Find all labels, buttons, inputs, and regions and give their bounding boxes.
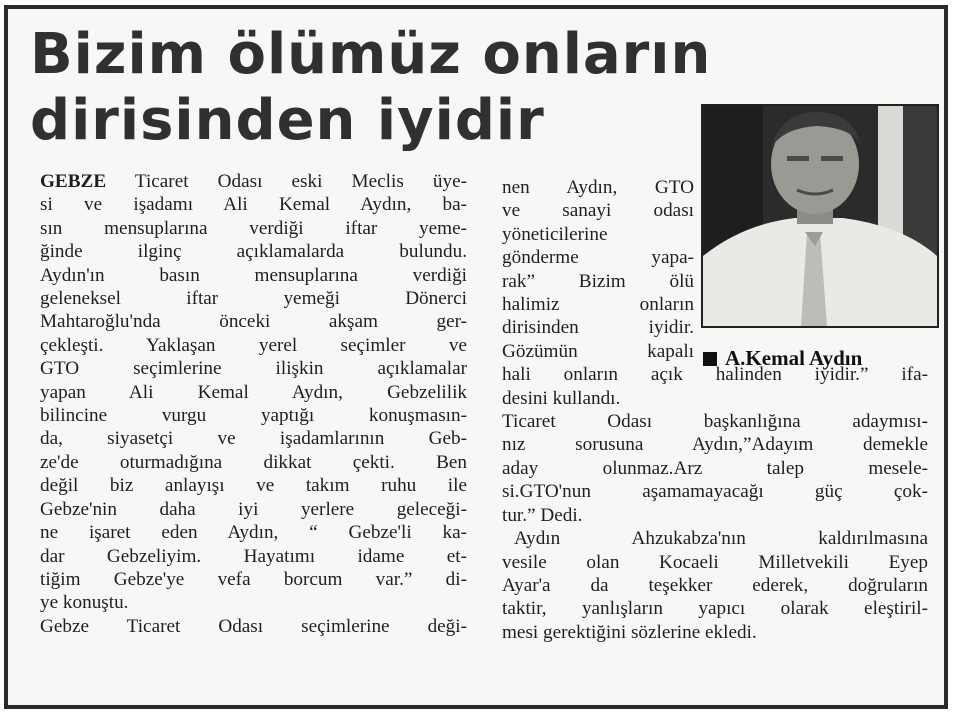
article-line: mesi gerektiğini sözlerine ekledi. <box>502 621 757 643</box>
article-line: Ayar'a da teşekker ederek, doğruların <box>502 574 928 596</box>
article-line: çekleşti. Yaklaşan yerel seçimler ve <box>40 334 467 356</box>
article-line: sın mensuplarına verdiği iftar yeme- <box>40 217 467 239</box>
article-line: rak” Bizim ölü <box>502 270 694 292</box>
article-line: si ve işadamı Ali Kemal Aydın, ba- <box>40 194 467 216</box>
article-line: nen Aydın, GTO <box>502 177 694 198</box>
photo-caption: A.Kemal Aydın <box>703 346 862 371</box>
article-line: si.GTO'nun aşamamayacağı güç çok- <box>502 481 928 503</box>
article-line: aday olunmaz.Arz talep mesele- <box>502 457 928 479</box>
article-line: taktir, yanlışların yapıcı olarak eleştiril- <box>502 598 928 620</box>
article-line: tiğim Gebze'ye vefa borcum var.” di- <box>40 568 467 590</box>
article-line: desini kullandı. <box>502 387 621 409</box>
article-line: halimiz onların <box>502 294 694 316</box>
headline-line-2: dirisinden iyidir <box>30 88 545 153</box>
article-line: dar Gebzeliyim. Hayatımı idame et- <box>40 545 467 567</box>
dateline: GEBZE <box>40 171 107 192</box>
article-line: Aydın Ahzukabza'nın kaldırılmasına <box>514 528 928 550</box>
article-line: Mahtaroğlu'nda önceki akşam ger- <box>40 311 467 333</box>
article-line: yöneticilerine <box>502 223 608 245</box>
article-column-1 <box>40 170 467 638</box>
article-line: ve sanayi odası <box>502 200 694 222</box>
article-line: değil biz anlayışı ve takım ruhu ile <box>40 475 467 497</box>
article-line: da, siyasetçi ve işadamlarının Geb- <box>40 428 467 450</box>
article-line: yapan Ali Kemal Aydın, Gebzelilik <box>40 381 467 403</box>
article-line: geleneksel iftar yemeği Dönerci <box>40 288 467 310</box>
article-line: ne işaret eden Aydın, “ Gebze'li ka- <box>40 522 467 544</box>
article-line: Gebze Ticaret Odası seçimlerine deği- <box>40 615 467 637</box>
article-line: gönderme yapa- <box>502 247 694 269</box>
article-line: GEBZE Ticaret Odası eski Meclis üye- <box>40 171 467 192</box>
article-line: nız sorusuna Aydın,”Adayım demekle <box>502 434 928 456</box>
article-column-2 <box>502 176 928 644</box>
article-line: GTO seçimlerine ilişkin açıklamalar <box>40 358 467 380</box>
article-line: tur.” Dedi. <box>502 504 583 526</box>
article-line: vesile olan Kocaeli Milletvekili Eyep <box>502 551 928 573</box>
headline-line-1: Bizim ölümüz onların <box>30 22 712 87</box>
article-line: dirisinden iyidir. <box>502 317 694 339</box>
article-line: hali onların açık halinden iyidir.” ifa- <box>502 364 928 386</box>
article-line: ğinde ilginç açıklamalarda bulundu. <box>40 241 467 263</box>
article-line: Aydın'ın basın mensuplarına verdiği <box>40 264 467 286</box>
article-line: Gebze'nin daha iyi yerlere geleceği- <box>40 498 467 520</box>
article-line: Gözümün kapalı <box>502 340 694 362</box>
article-line: ye konuştu. <box>40 592 129 614</box>
article-line: bilincine vurgu yaptığı konuşmasın- <box>40 405 467 427</box>
article-line: ze'de oturmadığına dikkat çekti. Ben <box>40 451 467 473</box>
article-line: Ticaret Odası başkanlığına adaymısı- <box>502 411 928 433</box>
